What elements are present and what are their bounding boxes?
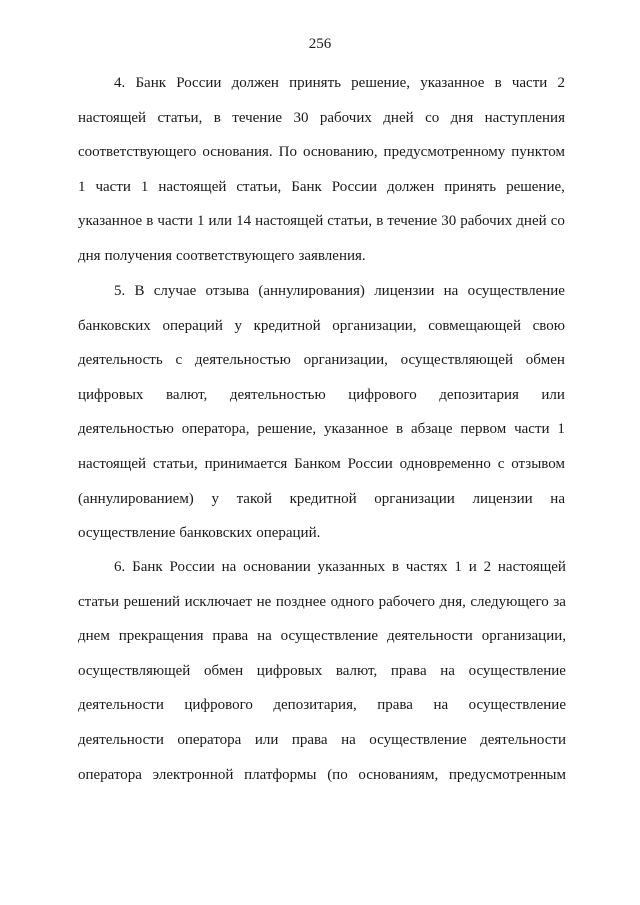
text-line: оператора электронной платформы (по основаниям, предусмотренным	[78, 766, 566, 783]
text-line: банковских операций у кредитной организации, совмещающей свою	[78, 317, 565, 334]
text-line: осуществление банковских операций.	[78, 525, 321, 542]
text-line: деятельности оператора или права на осуществление деятельности	[78, 731, 566, 748]
text-line: дня получения соответствующего заявления.	[78, 247, 366, 264]
page-number: 256	[308, 36, 332, 52]
paragraph-5	[78, 280, 565, 557]
text-line: цифровых валют, деятельностью цифрового депозитария или	[78, 386, 565, 403]
text-line: статьи решений исключает не позднее одного рабочего дня, следующего за	[78, 593, 566, 610]
text-line: (аннулированием) у такой кредитной организации лицензии на	[78, 490, 565, 507]
text-line: осуществляющей обмен цифровых валют, права на осуществление	[78, 662, 566, 679]
text-line: 1 части 1 настоящей статьи, Банк России должен принять решение,	[78, 178, 565, 195]
text-line: указанное в части 1 или 14 настоящей статьи, в течение 30 рабочих дней со	[78, 213, 565, 230]
text-line: настоящей статьи, в течение 30 рабочих дней со дня наступления	[78, 109, 565, 126]
text-line: деятельность с деятельностью организации, осуществляющей обмен	[78, 352, 565, 369]
paragraph-6	[78, 556, 566, 798]
paragraph-4	[78, 72, 565, 280]
text-line: деятельностью оператора, решение, указанное в абзаце первом части 1	[78, 421, 565, 438]
text-line: 6. Банк России на основании указанных в частях 1 и 2 настоящей	[114, 559, 566, 575]
text-line: 4. Банк России должен принять решение, указанное в части 2	[114, 75, 565, 91]
text-line: соответствующего основания. По основанию, предусмотренному пунктом	[78, 144, 565, 161]
text-line: настоящей статьи, принимается Банком России одновременно с отзывом	[78, 455, 565, 472]
text-line: деятельности цифрового депозитария, права на осуществление	[78, 697, 566, 714]
text-line: днем прекращения права на осуществление деятельности организации,	[78, 628, 566, 645]
text-line: 5. В случае отзыва (аннулирования) лицензии на осуществление	[114, 283, 565, 299]
